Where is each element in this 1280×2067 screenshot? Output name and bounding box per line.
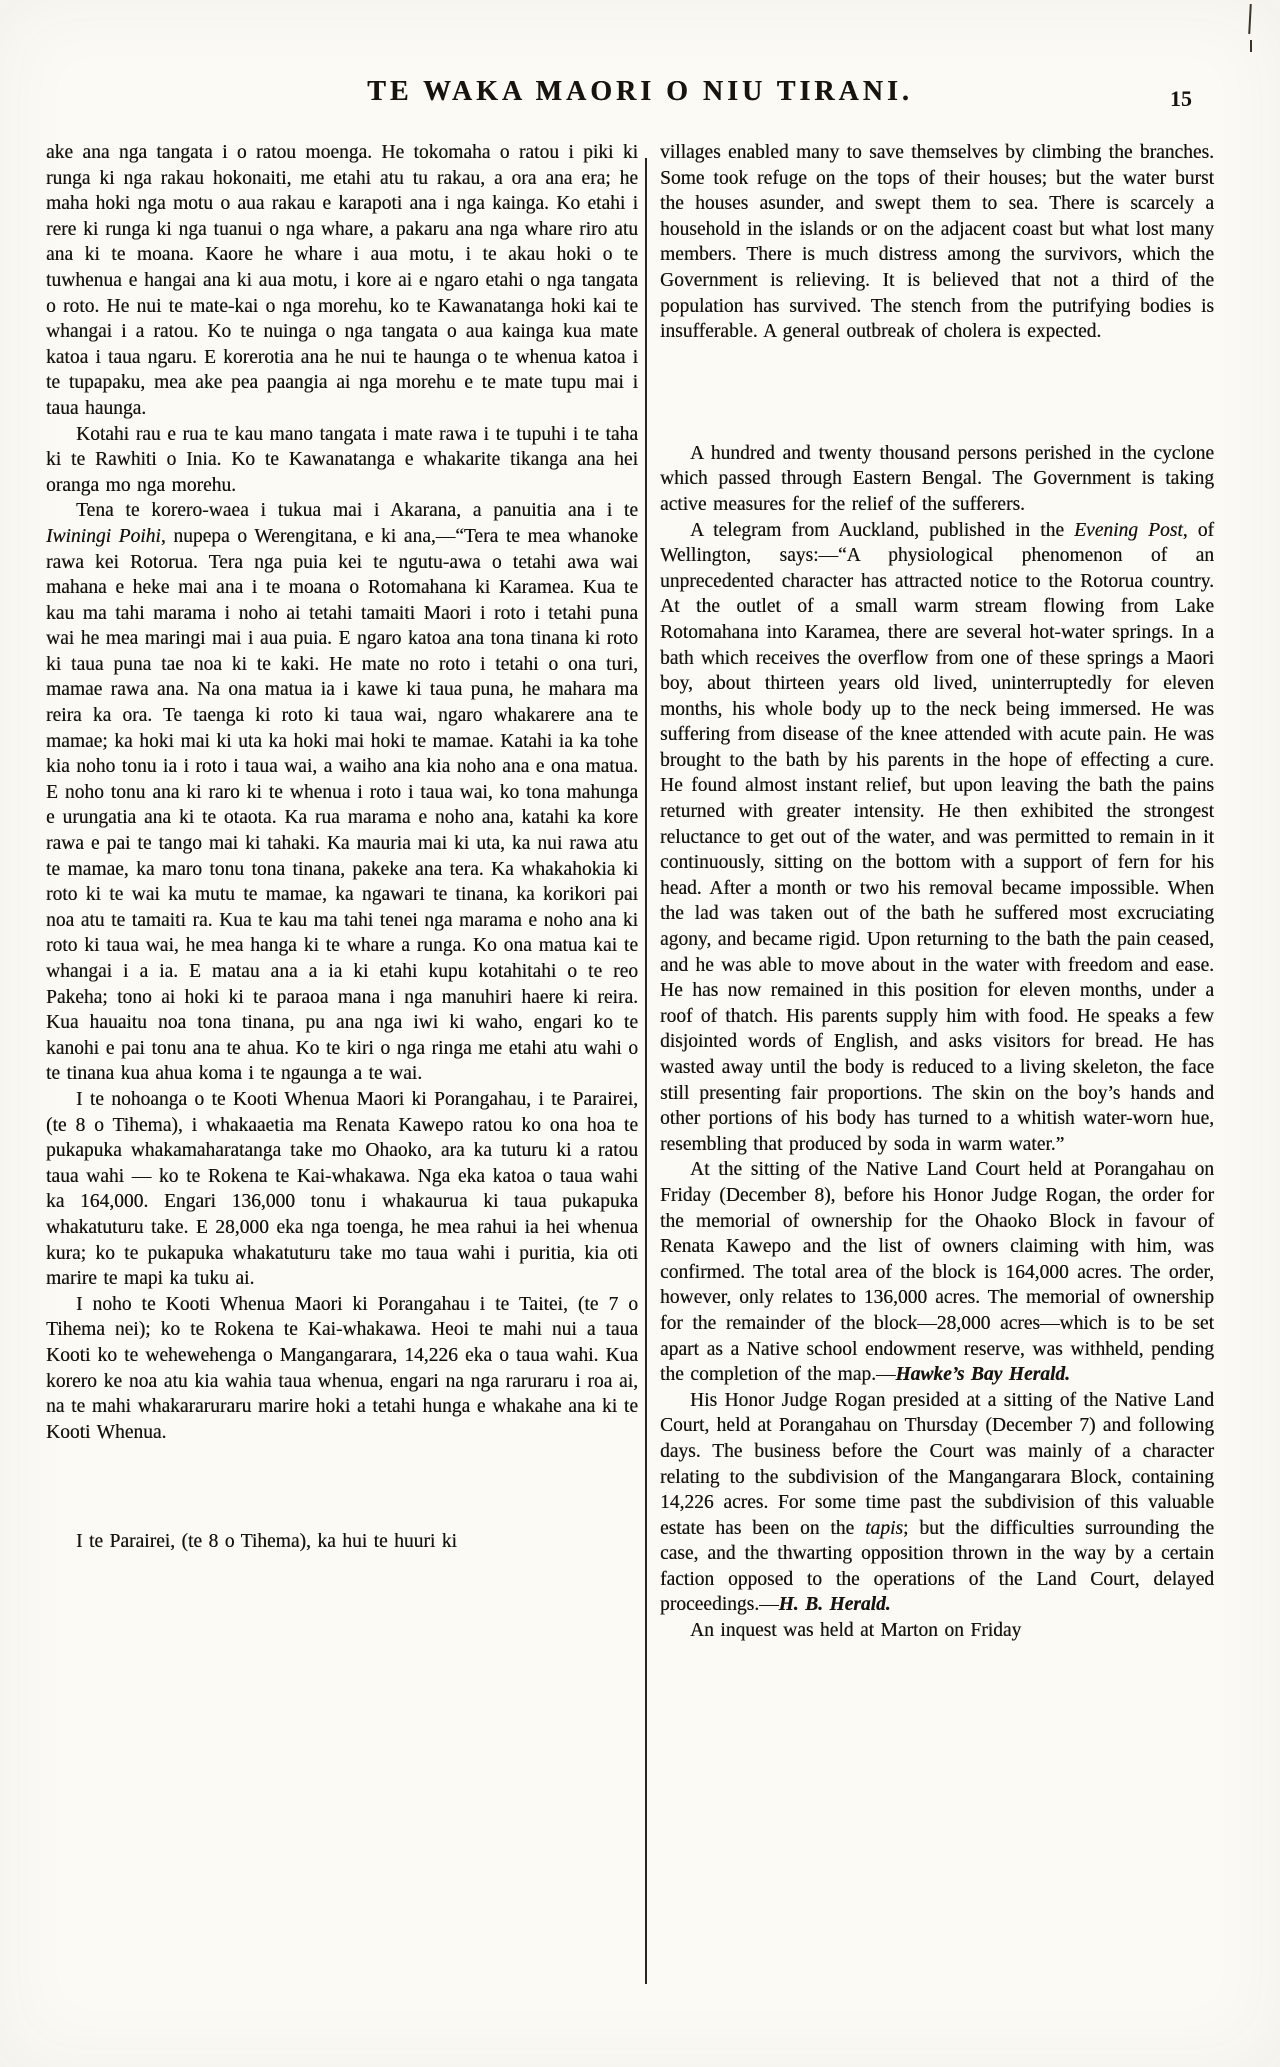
left-column-paragraph-3 bbox=[46, 498, 638, 1087]
newspaper-masthead: TE WAKA MAORI O NIU TIRANI. bbox=[367, 76, 913, 107]
citation-text: tapis bbox=[865, 1517, 904, 1539]
body-text: ; but the difficulties surrounding the case, and the thwarting opposition thrown in the way by a certain faction opposed to the operations of the Land Court, delayed proceedings.— bbox=[660, 1517, 1214, 1616]
right-column bbox=[660, 140, 1214, 1644]
left-column-paragraph-1 bbox=[46, 140, 638, 422]
body-text: A telegram from Auckland, published in the bbox=[690, 519, 1075, 541]
page-number: 15 bbox=[1170, 86, 1192, 111]
right-column-paragraph-4 bbox=[660, 1157, 1214, 1387]
body-text: villages enabled many to save themselves by climbing the branches. Some took refuge on the tops of their houses; but the water burst the houses asunder, and swept them to sea. There is scarcely a household in the islands or on the adjacent coast but what lost many members. There is much distress among the survivors, which the Government is relieving. It is believed that not a third of the population has survived. The stench from the putrifying bodies is insufferable. A general outbreak of cholera is expected. bbox=[660, 142, 1214, 343]
left-column bbox=[46, 140, 638, 1555]
body-text: I noho te Kooti Whenua Maori ki Porangahau i te Taitei, (te 7 o Tihema nei); ko te Rokena te Kai-whakawa. Heoi te mahi nui a taua Kooti ko te wehewehenga o Mangangarara, 14,226 eka o taua wahi. Kua korero ke noa atu kia wahia taua whenua, engari na nga raruraru i roa ai, na te mahi whakararuraru marire hoki a tetahi hunga e whakahe ana ki te Kooti Whenua. bbox=[46, 1293, 638, 1443]
body-text: His Honor Judge Rogan presided at a sitting of the Native Land Court, held at Porangahau on Thursday (December 7) and following days. The business before the Court was mainly of a character relating to the subdivision of the Mangangarara Block, containing 14,226 acres. For some time past the subdivision of this valuable estate has been on the bbox=[660, 1389, 1214, 1539]
body-text: I te Parairei, (te 8 o Tihema), ka hui te huuri ki bbox=[76, 1531, 457, 1553]
right-column-paragraph-6 bbox=[660, 1618, 1214, 1644]
right-column-paragraph-1 bbox=[660, 140, 1214, 345]
body-text: , of Wellington, says:—“A physiological phenomenon of an unprecedented character has attracted notice to the Rotorua country. At the outlet of a small warm stream flowing from Lake Rotomahana into Karamea, there are several hot-water springs. In a bath which receives the overflow from one of these springs a Maori boy, about thirteen years old lived, uninterruptedly for eleven months, his whole body up to the neck being immersed. He was suffering from disease of the knee attended with acute pain. He was brought to the bath by his parents in the hope of effecting a cure. He found almost instant relief, but upon leaving the bath the pains returned with greater intensity. He then exhibited the strongest reluctance to get out of the water, and was permitted to remain in it continuously, sitting on the bottom with a support of fern for his head. After a month or two his removal became impossible. When the lad was taken out of the bath he suffered most excruciating agony, and became rigid. Upon returning to the bath the pain ceased, and he was able to move about in the water with freedom and ease. He has now remained in this position for eleven months, under a roof of thatch. His parents supply him with food. He speaks a few disjointed words of English, and asks visitors for bread. He has wasted away until the body is reduced to a living skeleton, the face still presenting fair proportions. The skin on the boy’s hands and other portions of his body has turned to a whitish water-worn hue, resembling that produced by soda in warm water.” bbox=[660, 519, 1214, 1155]
body-text: I te nohoanga o te Kooti Whenua Maori ki Porangahau, i te Parairei, (te 8 o Tihema), i whakaaetia ma Renata Kawepo ratou ko ona hoa te pukapuka whakamaharatanga take mo Ohaoko, ara ka tuturu ki a ratou taua wahi — ko te Rokena te Kai-whakawa. Nga eka katoa o taua wahi ka 164,000. Engari 136,000 tonu i whakaurua ki taua pukapuka whakatuturu take. E 28,000 eka nga toenga, he mea rahui ia hei whenua kura; ko te pukapuka whakatuturu take mo taua wahi i puritia, kia oti marire te mapi ka tuku ai. bbox=[46, 1088, 638, 1290]
left-column-paragraph-6 bbox=[46, 1529, 638, 1555]
body-text: An inquest was held at Marton on Friday bbox=[690, 1620, 1022, 1642]
body-text: At the sitting of the Native Land Court held at Porangahau on Friday (December 8), before his Honor Judge Rogan, the order for the memorial of ownership for the Ohaoko Block in favour of Renata Kawepo and the list of owners claiming with him, was confirmed. The total area of the block is 164,000 acres. The order, however, only relates to 136,000 acres. The memorial of ownership for the remainder of the block—28,000 acres—which is to be set apart as a Native school endowment reserve, was withheld, pending the completion of the map.— bbox=[660, 1159, 1214, 1386]
right-column-paragraph-5 bbox=[660, 1388, 1214, 1618]
body-text: Kotahi rau e rua te kau mano tangata i mate rawa i te tupuhi i te taha ki te Rawhiti o Inia. Ko te Kawanatanga e whakarite tikanga ana hei oranga mo nga morehu. bbox=[46, 423, 638, 496]
scan-artifact bbox=[1248, 4, 1252, 34]
citation-text: Evening Post bbox=[1074, 519, 1183, 541]
scan-artifact bbox=[1250, 40, 1252, 52]
left-column-paragraph-2 bbox=[46, 422, 638, 499]
body-text: A hundred and twenty thousand persons perished in the cyclone which passed through Eastern Bengal. The Government is taking active measures for the relief of the sufferers. bbox=[660, 442, 1214, 515]
body-text: Tena te korero-waea i tukua mai i Akarana, a panuitia ana i te bbox=[76, 500, 638, 522]
citation-text: H. B. Herald. bbox=[778, 1594, 891, 1616]
left-column-paragraph-4 bbox=[46, 1087, 638, 1292]
left-column-paragraph-5 bbox=[46, 1292, 638, 1446]
body-text: , nupepa o Werengitana, e ki ana,—“Tera te mea whanoke rawa kei Rotorua. Tera nga puia kei te ngutu-awa o tetahi awa wai mahana e heke mai ana i te moana o Rotomahana ki Karamea. Kua te kau ma tahi marama i noho ai tetahi tamaiti Maori i roto i tetahi puna wai he mea maringi mai i aua puia. E ngaro katoa ana tona tinana ki roto ki taua puna tae noa ki te kaki. He mate no roto i tetahi o ona turi, mamae rawa ana. Na ona matua ia i kawe ki taua puna, he mahara ma reira ka ora. Te taenga ki roto ki taua wai, ngaro whakarere ana te mamae; ka hoki mai ki uta ka hoki mai hoki te mamae. Katahi ia ka tohe kia noho tonu ia i roto i taua wai, a waiho ana kia noho ana e ona matua. E noho tonu ana ki raro ki te whenua i roto i taua wai, ko tona mahunga e urungatia ana ki te otaota. Ka rua marama e noho ana, katahi ka kore rawa e pai te tango mai ki tahaki. Ka mauria mai ki uta, ka nui rawa atu te mamae, ka maro tonu tona tinana, pakeke ana tera. Ka whakahokia ki roto ki te wai ka mutu te mamae, ka ngawari te tinana, ka korikori pai noa atu te tamaiti ra. Kua te kau ma tahi tenei nga marama e noho ana ki roto ki taua wai, he mea hanga ki te whare a runga. Ko ona matua kai te whangai i a ia. E matau ana a ia ki etahi kupu kotahitahi o te reo Pakeha; tono ai hoki ki te paraoa mana i nga manuhiri haere ki reira. Kua hauaitu noa tona tinana, pu ana nga iwi ki waho, engari ko te kanohi e pai tonu ana te ahua. Ko te kiri o nga ringa me etahi atu wahi o te tinana kua ahua koma i te ngaunga a te wai. bbox=[46, 525, 638, 1085]
column-divider-rule bbox=[645, 158, 647, 1984]
right-column-paragraph-2 bbox=[660, 441, 1214, 518]
right-column-paragraph-3 bbox=[660, 518, 1214, 1158]
citation-text: Iwiningi Poihi bbox=[46, 525, 161, 547]
body-text: ake ana nga tangata i o ratou moenga. He tokomaha o ratou i piki ki runga ki nga rakau hokonaiti, me etahi atu tu rakau, a ora ana era; he maha hoki nga motu o aua rakau e karapoti ana i nga kainga. Ko etahi i rere ki runga ki nga tuanui o nga whare, a pakaru ana nga whare riro atu ana ki te moana. Kaore he whare i aua motu, i te akau hoki o te tuwhenua e hangai ana ki aua motu, i kore ai e ngaro etahi o nga tangata o roto. He nui te mate-kai o nga morehu, ko te Kawanatanga hoki kai te whangai i a ratou. Ko te nuinga o nga tangata o aua kainga kua mate katoa i taua ngaru. E korerotia ana he nui te haunga o te whenua katoa i te tupapaku, mea ake pea paangia ai nga morehu e te mate tupu mai i taua haunga. bbox=[46, 142, 638, 419]
citation-text: Hawke’s Bay Herald. bbox=[895, 1364, 1070, 1386]
